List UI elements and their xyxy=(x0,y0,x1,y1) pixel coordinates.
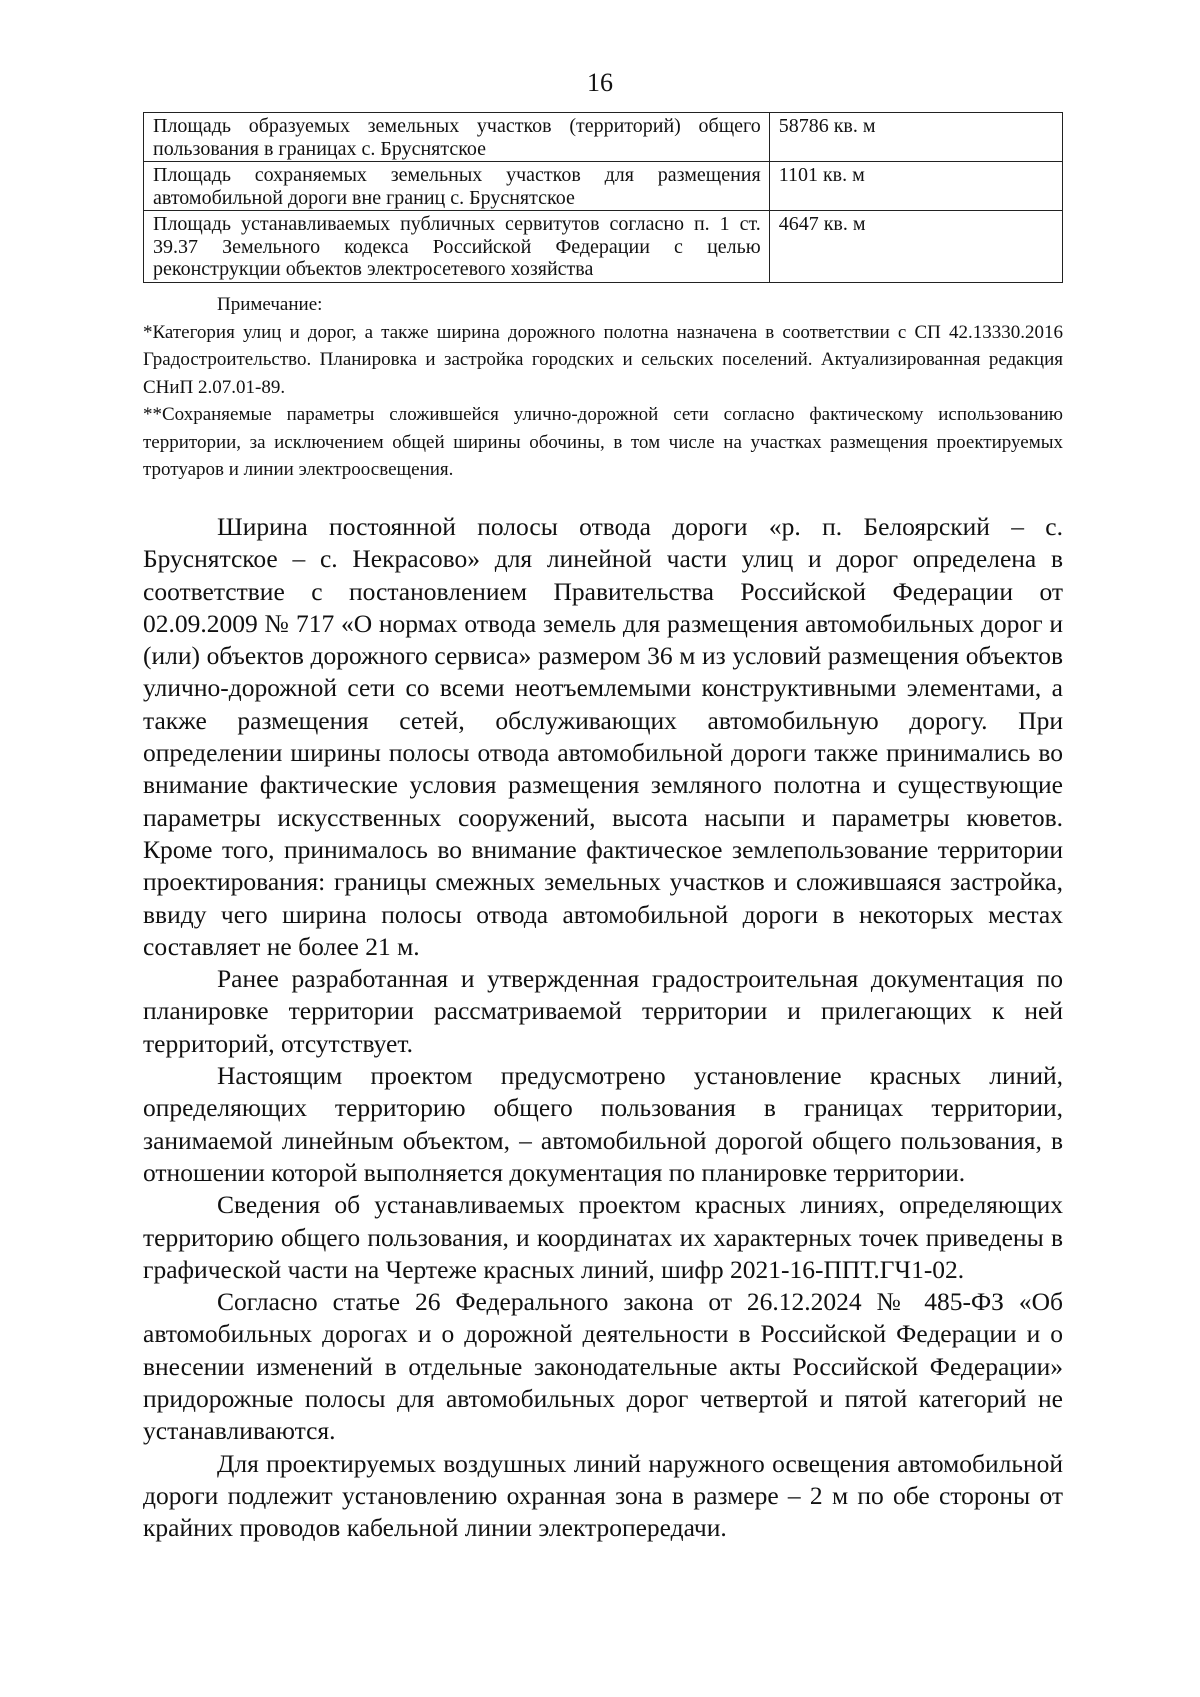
paragraph: Настоящим проектом предусмотрено установление красных линий, определяющих территорию общего пользования в границах территории, занимаемой линейным объектом, – автомобильной дорогой общего пользования, в отношении которой выполняется документация по планировке территории. xyxy=(143,1061,1063,1187)
paragraph: Согласно статье 26 Федерального закона от 26.12.2024 № 485-ФЗ «Об автомобильных дорогах и о дорожной деятельности в Российской Федерации и о внесении изменений в отдельные законодательные акты Российской Федерации» придорожные полосы для автомобильных дорог четвертой и пятой категорий не устанавливаются. xyxy=(143,1287,1063,1446)
paragraph: Сведения об устанавливаемых проектом красных линиях, определяющих территорию общего пользования, и координатах их характерных точек приведены в графической части на Чертеже красных линий, шифр 2021-16-ППТ.ГЧ1-02. xyxy=(143,1190,1063,1284)
table-cell-value: 4647 кв. м xyxy=(769,211,1062,283)
parameters-table xyxy=(143,112,1063,283)
table-row xyxy=(144,113,1063,162)
note-item: *Категория улиц и дорог, а также ширина дорожного полотна назначена в соответствии с СП 42.13330.2016 Градостроительство. Планировка и застройка городских и сельских поселений. Актуализированная редакция СНиП 2.07.01-89. xyxy=(143,321,1063,398)
notes-title: Примечание: xyxy=(217,294,323,315)
paragraph: Ранее разработанная и утвержденная градостроительная документация по планировке территории рассматриваемой территории и прилегающих к ней территорий, отсутствует. xyxy=(143,964,1063,1058)
table-cell-value: 58786 кв. м xyxy=(769,113,1062,162)
table-row xyxy=(144,211,1063,283)
table-row xyxy=(144,162,1063,211)
table-cell-value: 1101 кв. м xyxy=(769,162,1062,211)
table-cell-label: Площадь образуемых земельных участков (территорий) общего пользования в границах с. Бруснятское xyxy=(144,113,770,162)
table-cell-label: Площадь сохраняемых земельных участков для размещения автомобильной дороги вне границ с. Бруснятское xyxy=(144,162,770,211)
main-text xyxy=(143,511,1063,1545)
notes-section xyxy=(143,291,1063,484)
note-item: **Сохраняемые параметры сложившейся улично-дорожной сети согласно фактическому использованию территории, за исключением общей ширины обочины, в том числе на участках размещения проектируемых тротуаров и линии электроосвещения. xyxy=(143,404,1063,480)
paragraph: Для проектируемых воздушных линий наружного освещения автомобильной дороги подлежит установлению охранная зона в размере – 2 м по обе стороны от крайних проводов кабельной линии электропередачи. xyxy=(143,1448,1063,1543)
paragraph: Ширина постоянной полосы отвода дороги «р. п. Белоярский – с. Бруснятское – с. Некрасово» для линейной части улиц и дорог определена в соответствие с постановлением Правительства Российской Федерации от 02.09.2009 № 717 «О нормах отвода земель для размещения автомобильных дорог и (или) объектов дорожного сервиса» размером 36 м из условий размещения объектов улично-дорожной сети со всеми неотъемлемыми конструктивными элементами, а также размещения сетей, обслуживающих автомобильную дорогу. При определении ширины полосы отвода автомобильной дороги также принимались во внимание фактические условия размещения земляного полотна и существующие параметры искусственных сооружений, высота насыпи и параметры кюветов. Кроме того, принималось во внимание фактическое землепользование территории проектирования: границы смежных земельных участков и сложившаяся застройка, ввиду чего ширина полосы отвода автомобильной дороги в некоторых местах составляет не более 21 м. xyxy=(143,512,1063,961)
page-number: 16 xyxy=(587,68,613,97)
table-cell-label: Площадь устанавливаемых публичных сервитутов согласно п. 1 ст. 39.37 Земельного кодекса Российской Федерации с целью реконструкции объектов электросетевого хозяйства xyxy=(144,211,770,283)
